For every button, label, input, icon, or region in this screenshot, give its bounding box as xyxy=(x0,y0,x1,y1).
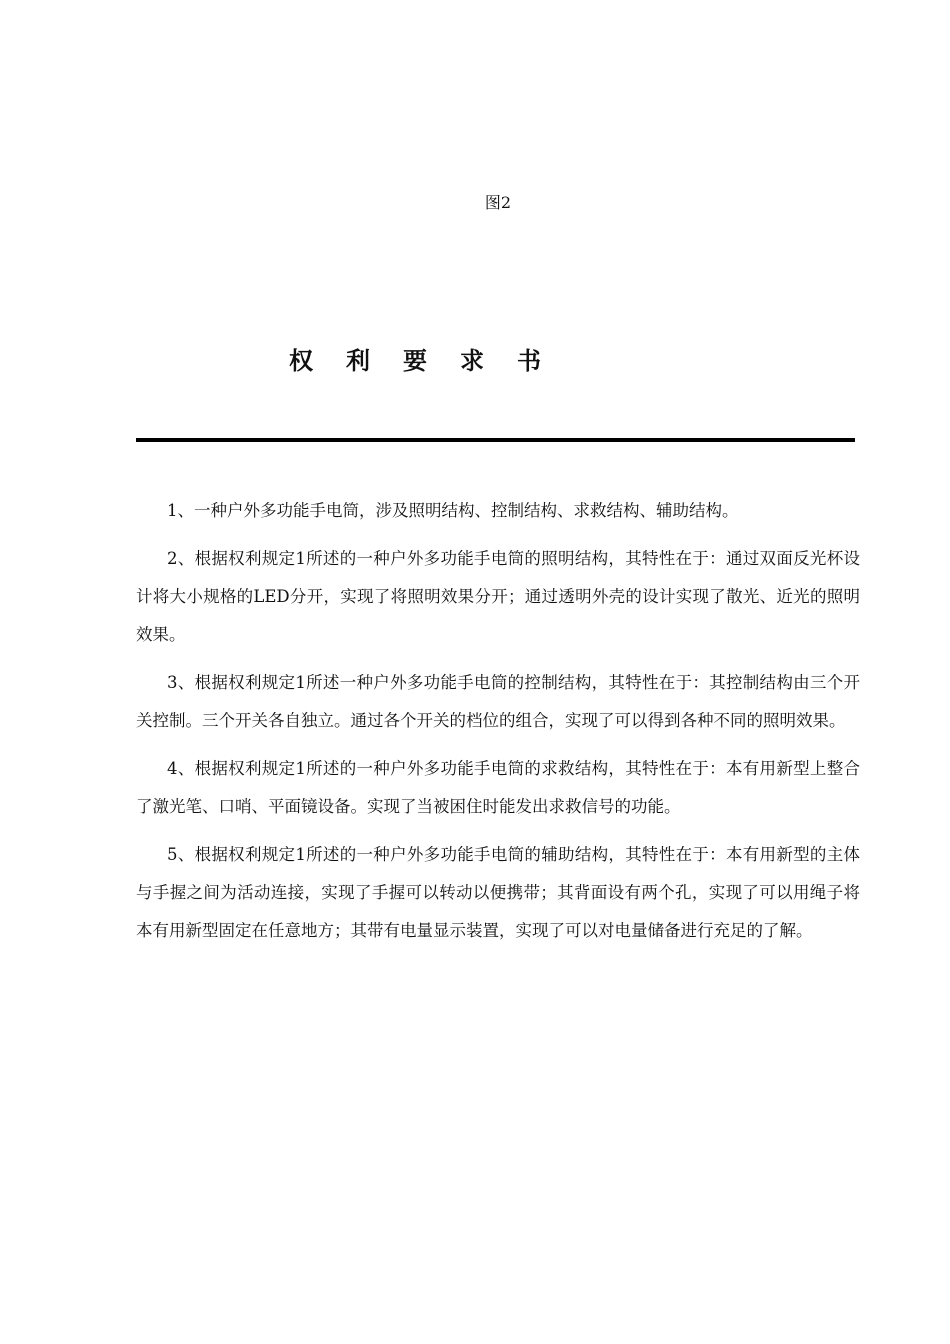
claim-1: 1、一种户外多功能手电筒，涉及照明结构、控制结构、求救结构、辅助结构。 xyxy=(167,501,739,520)
claim-4: 4、根据权利规定1所述的一种户外多功能手电筒的求救结构，其特性在于：本有用新型上整合了激光笔、口哨、平面镜设备。实现了当被困住时能发出求救信号的功能。 xyxy=(136,759,860,816)
claim-2: 2、根据权利规定1所述的一种户外多功能手电筒的照明结构，其特性在于：通过双面反光杯设计将大小规格的LED分开，实现了将照明效果分开；通过透明外壳的设计实现了散光、近光的照明效果。 xyxy=(136,549,860,644)
claims-list xyxy=(136,492,860,960)
claim-3: 3、根据权利规定1所述一种户外多功能手电筒的控制结构，其特性在于：其控制结构由三个开关控制。三个开关各自独立。通过各个开关的档位的组合，实现了可以得到各种不同的照明效果。 xyxy=(136,673,860,730)
document-title: 权利要求书 xyxy=(289,346,574,375)
title-divider xyxy=(136,438,855,442)
claim-5: 5、根据权利规定1所述的一种户外多功能手电筒的辅助结构，其特性在于：本有用新型的主体与手握之间为活动连接，实现了手握可以转动以便携带；其背面设有两个孔，实现了可以用绳子将本有用新型固定在任意地方；其带有电量显示装置，实现了可以对电量储备进行充足的了解。 xyxy=(136,845,860,940)
figure-caption: 图2 xyxy=(484,193,512,212)
